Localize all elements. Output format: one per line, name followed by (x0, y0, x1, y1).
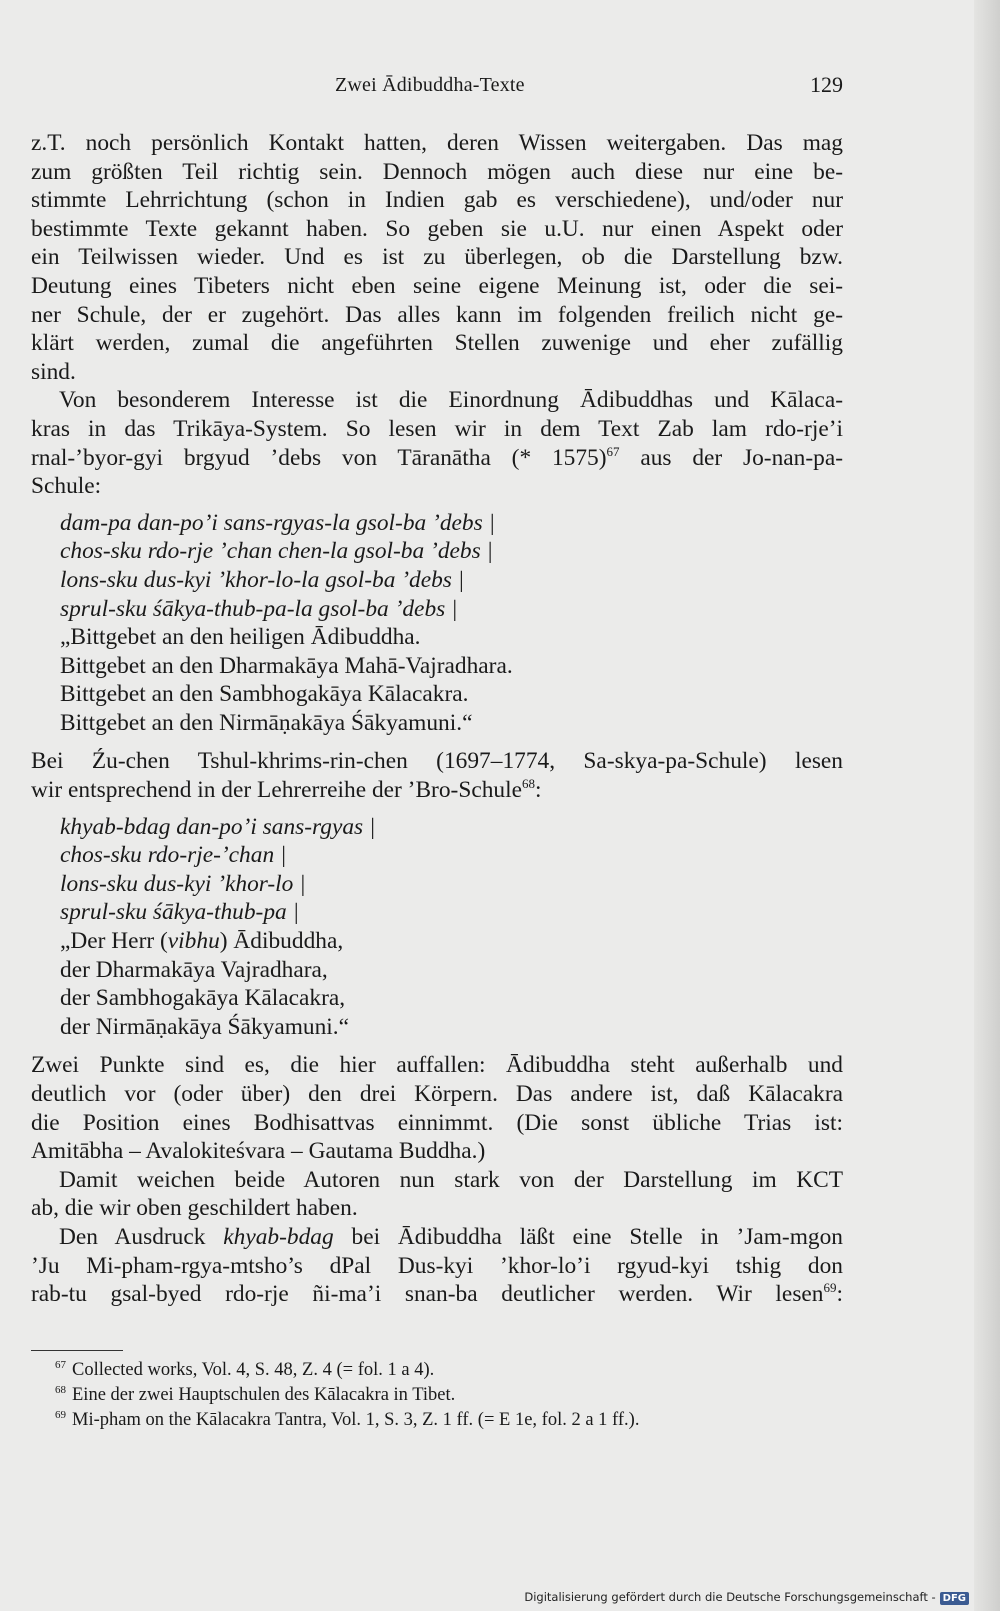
translation-line: der Sambhogakāya Kālacakra, (60, 985, 346, 1012)
text-line (31, 1280, 843, 1309)
footnote-ref-67[interactable]: 67 (606, 443, 620, 459)
footnote-text: Mi-pham on the Kālacakra Tantra, Vol. 1, S. 3, Z. 1 ff. (= E 1e, fol. 2 a 1 ff.). (72, 1410, 640, 1430)
text-run: : (836, 1281, 843, 1308)
text-line: ner Schule, der er zugehört. Das alles kann im folgenden freilich nicht ge- (31, 301, 843, 328)
text-line: Amitābha – Avalokiteśvara – Gautama Buddha.) (31, 1138, 486, 1165)
verse-line: chos-sku rdo-rje ’chan chen-la gsol-ba ’debs | (60, 538, 493, 565)
translation-line (60, 927, 843, 956)
text-run: rab-tu gsal-byed rdo-rje ñi-ma’i snan-ba deutlicher werden. Wir lesen (31, 1281, 824, 1308)
paragraph-1 (31, 129, 843, 386)
text-run: aus der Jo-nan-pa- (619, 444, 844, 471)
verse-line: sprul-sku śākya-thub-pa-la gsol-ba ’debs | (60, 595, 458, 622)
paragraph-3 (31, 747, 843, 804)
verse-line: dam-pa dan-po’i sans-rgyas-la gsol-ba ’debs | (60, 509, 495, 536)
text-line: deutlich vor (oder über) den drei Körpern. Das andere ist, daß Kālacakra (31, 1081, 843, 1107)
footnote-68 (55, 1383, 835, 1408)
tibetan-verse-2 (60, 813, 843, 1042)
text-run: bei Ādibuddha läßt eine Stelle in ’Jam-mgon (333, 1223, 843, 1250)
paragraph-2 (31, 386, 843, 500)
digitization-text: Digitalisierung gefördert durch die Deutsche Forschungsgemeinschaft - (524, 1590, 936, 1604)
footnotes (55, 1358, 835, 1433)
footnote-rule (31, 1350, 123, 1351)
text-line (31, 444, 843, 473)
scan-page-edge (974, 0, 1000, 1611)
paragraph-6 (31, 1223, 843, 1309)
footnote-69 (55, 1408, 835, 1433)
text-line: ’Ju Mi-pham-rgya-mtsho’s dPal Dus-kyi ’khor-lo’i rgyud-kyi tshig don (31, 1252, 843, 1279)
text-line: ein Teilwissen wieder. Und es ist zu überlegen, ob die Darstellung bzw. (31, 244, 843, 271)
footnote-number: 69 (55, 1408, 66, 1421)
text-line: kras in das Trikāya-System. So lesen wir in dem Text Zab lam rdo-rje’i (31, 415, 843, 442)
text-run: rnal-’byor-gyi brgyud ’debs von Tāranātha (* 1575) (31, 444, 607, 471)
text-line: Von besonderem Interesse ist die Einordnung Ādibuddhas und Kālaca- (59, 387, 843, 414)
sanskrit-term: vibhu (167, 928, 220, 955)
text-line: sind. (31, 358, 76, 385)
verse-line: lons-sku dus-kyi ’khor-lo | (60, 870, 306, 897)
footnote-number: 67 (55, 1358, 66, 1371)
tibetan-verse-1 (60, 509, 843, 738)
footnote-ref-69[interactable]: 69 (823, 1280, 837, 1296)
footnote-ref-68[interactable]: 68 (522, 776, 535, 792)
footnote-text: Eine der zwei Hauptschulen des Kālacakra in Tibet. (72, 1385, 456, 1405)
running-title: Zwei Ādibuddha-Texte (335, 74, 525, 96)
verse-line: chos-sku rdo-rje-’chan | (60, 842, 287, 869)
paragraph-5 (31, 1166, 843, 1223)
text-run: ) Ādibuddha, (219, 928, 344, 955)
text-run: „Der Herr ( (60, 928, 168, 955)
page-number: 129 (810, 72, 843, 97)
text-run: wir entsprechend in der Lehrerreihe der ’Bro-Schule (31, 777, 522, 804)
text-line: Deutung eines Tibeters nicht eben seine eigene Meinung ist, oder die sei- (31, 272, 843, 299)
tibetan-term: khyab-bdag (223, 1223, 334, 1250)
text-line: zum größten Teil richtig sein. Dennoch mögen auch diese nur eine be- (31, 158, 843, 185)
verse-line: sprul-sku śākya-thub-pa | (60, 899, 300, 926)
digitization-credit (524, 1590, 969, 1605)
text-line: Schule: (31, 473, 102, 500)
text-line (31, 776, 843, 805)
text-line: Damit weichen beide Autoren nun stark von der Darstellung im KCT (59, 1166, 843, 1193)
translation-line: der Dharmakāya Vajradhara, (60, 956, 328, 983)
verse-line: lons-sku dus-kyi ’khor-lo-la gsol-ba ’debs | (60, 566, 465, 593)
footnote-number: 68 (55, 1383, 66, 1396)
footnote-text: Collected works, Vol. 4, S. 48, Z. 4 (= fol. 1 a 4). (72, 1360, 435, 1380)
text-line: Zwei Punkte sind es, die hier auffallen: Ādibuddha steht außerhalb und (31, 1052, 843, 1079)
translation-line: „Bittgebet an den heiligen Ādibuddha. (60, 624, 421, 651)
translation-line: Bittgebet an den Nirmāṇakāya Śākyamuni.“ (60, 709, 473, 736)
dfg-logo[interactable]: DFG (940, 1592, 969, 1605)
text-line: bestimmte Texte gekannt haben. So geben sie u.U. nur einen Aspekt oder (31, 215, 843, 242)
text-run: Den Ausdruck (59, 1223, 224, 1250)
paragraph-4 (31, 1051, 843, 1165)
text-line: stimmte Lehrrichtung (schon in Indien gab es verschiedene), und/oder nur (31, 187, 843, 214)
text-run: : (535, 777, 542, 804)
text-line: klärt werden, zumal die angeführten Stellen zuwenige und eher zufällig (31, 330, 843, 357)
translation-line: der Nirmāṇakāya Śākyamuni.“ (60, 1013, 350, 1040)
translation-line: Bittgebet an den Dharmakāya Mahā-Vajradhara. (60, 652, 513, 679)
verse-line: khyab-bdag dan-po’i sans-rgyas | (60, 813, 376, 840)
running-header (30, 74, 843, 108)
text-line: Bei Źu-chen Tshul-khrims-rin-chen (1697–1774, Sa-skya-pa-Schule) lesen (31, 748, 843, 775)
footnote-67 (55, 1358, 835, 1383)
text-line: ab, die wir oben geschildert haben. (31, 1195, 358, 1222)
translation-line: Bittgebet an den Sambhogakāya Kālacakra. (60, 681, 469, 708)
text-line: die Position eines Bodhisattvas einnimmt. (Die sonst übliche Trias ist: (31, 1109, 843, 1136)
text-line: z.T. noch persönlich Kontakt hatten, deren Wissen weitergaben. Das mag (31, 130, 843, 156)
main-text (31, 129, 843, 1309)
text-line (31, 1223, 843, 1252)
